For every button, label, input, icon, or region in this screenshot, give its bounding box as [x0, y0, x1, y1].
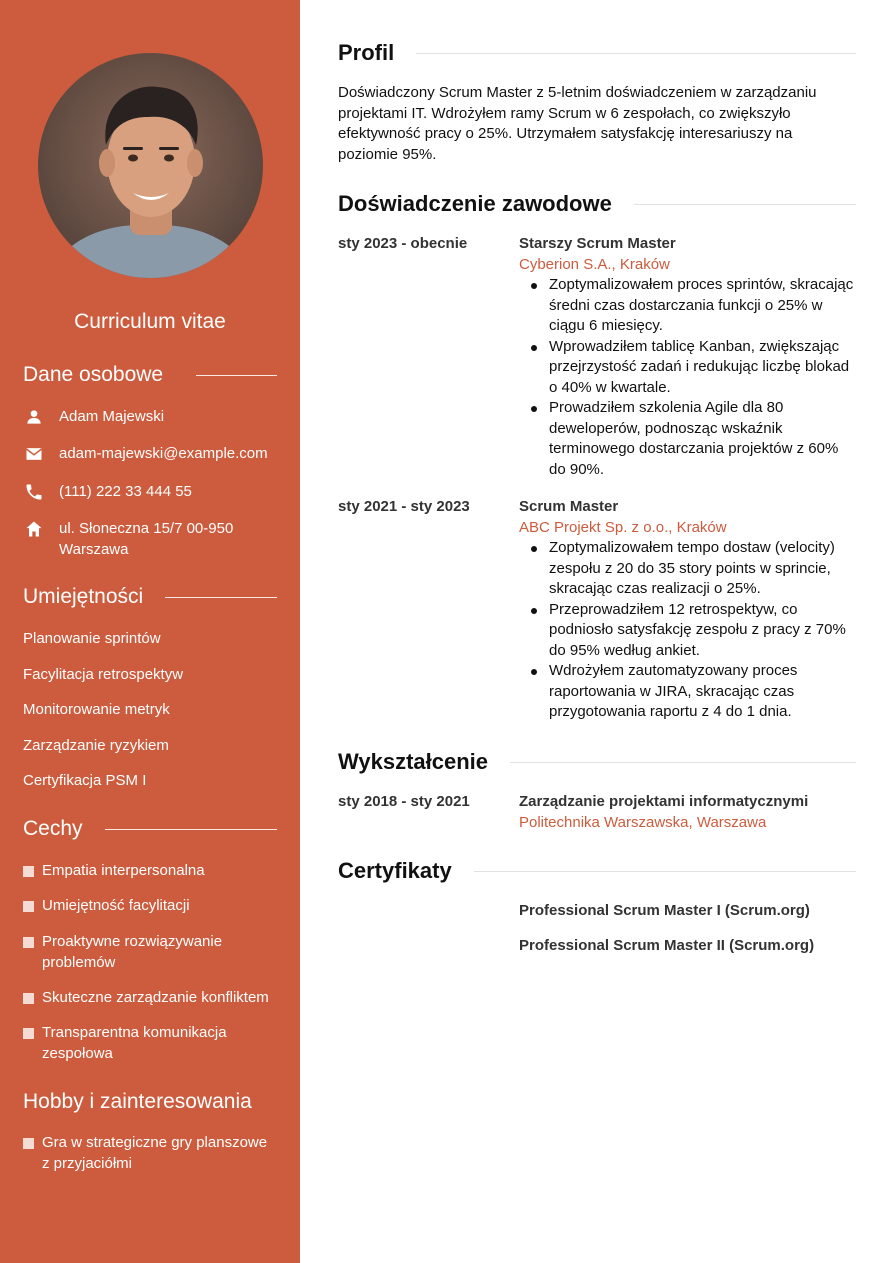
- job-entry: [519, 497, 859, 723]
- trait-item: Empatia interpersonalna: [23, 861, 277, 882]
- contact-email-row: [23, 444, 277, 465]
- personal-heading: Dane osobowe: [23, 363, 277, 387]
- contact-name: Adam Majewski: [59, 408, 165, 425]
- personal-section: [23, 363, 277, 387]
- education-date: sty 2018 - sty 2021: [338, 793, 470, 810]
- job-title: Starszy Scrum Master: [519, 235, 676, 252]
- skills-heading: Umiejętności: [23, 585, 277, 609]
- person-icon: [23, 407, 45, 427]
- phone-icon: [23, 482, 45, 502]
- experience-heading: Doświadczenie zawodowe: [338, 191, 856, 217]
- square-bullet-icon: [23, 1028, 34, 1039]
- square-bullet-icon: [23, 1138, 34, 1149]
- job-bullet: Zoptymalizowałem tempo dostaw (velocity) zespołu z 20 do 35 story points w sprincie, skracając czas realizacji o 25%.: [519, 538, 859, 600]
- profile-photo: [38, 53, 263, 278]
- certificate-item: Professional Scrum Master II (Scrum.org): [519, 937, 815, 954]
- skill-item: Facylitacja retrospektyw: [23, 666, 184, 683]
- traits-section: [23, 817, 277, 841]
- job-bullet: Prowadziłem szkolenia Agile dla 80 deweloperów, podnosząc wskaźnik terminowego dostarczania projektów z 60% do 90%.: [519, 398, 859, 480]
- skill-item: Planowanie sprintów: [23, 630, 161, 647]
- home-icon: [23, 519, 45, 539]
- contact-name-row: [23, 407, 277, 428]
- job-bullets: [519, 275, 859, 480]
- trait-item: Transparentna komunikacja zespołowa: [23, 1023, 277, 1064]
- job-bullet: Przeprowadziłem 12 retrospektyw, co podniosło satysfakcję zespołu z pracy z 70% do 95% według ankiet.: [519, 600, 859, 662]
- job-date: sty 2023 - obecnie: [338, 235, 468, 252]
- contact-phone[interactable]: (111) 222 33 444 55: [59, 483, 192, 500]
- job-company: Cyberion S.A., Kraków: [519, 255, 670, 273]
- trait-item: Umiejętność facylitacji: [23, 896, 277, 917]
- cv-title: Curriculum vitae: [74, 310, 226, 333]
- hobbies-section: [23, 1090, 277, 1114]
- contact-address: ul. Słoneczna 15/7 00-950 Warszawa: [59, 520, 234, 558]
- profile-heading: Profil: [338, 40, 856, 66]
- trait-item: Proaktywne rozwiązywanie problemów: [23, 932, 277, 973]
- education-entry: [519, 792, 859, 833]
- skill-item: Monitorowanie metryk: [23, 701, 170, 718]
- contact-phone-row: [23, 482, 277, 503]
- job-bullets: [519, 538, 859, 723]
- skills-section: [23, 585, 277, 609]
- square-bullet-icon: [23, 866, 34, 877]
- mail-icon: [23, 444, 45, 464]
- hobby-item: Gra w strategiczne gry planszowe z przyjaciółmi: [23, 1133, 277, 1174]
- square-bullet-icon: [23, 993, 34, 1004]
- hobbies-heading: Hobby i zainteresowania: [23, 1090, 252, 1113]
- skill-item: Zarządzanie ryzykiem: [23, 737, 169, 754]
- contact-address-row: [23, 519, 277, 560]
- skill-item: Certyfikacja PSM I: [23, 772, 147, 789]
- trait-item: Skuteczne zarządzanie konfliktem: [23, 988, 277, 1009]
- education-heading: Wykształcenie: [338, 749, 856, 775]
- sidebar: [0, 0, 300, 1263]
- job-company: ABC Projekt Sp. z o.o., Kraków: [519, 518, 727, 536]
- job-title: Scrum Master: [519, 498, 619, 515]
- job-date: sty 2021 - sty 2023: [338, 498, 470, 515]
- square-bullet-icon: [23, 937, 34, 948]
- traits-heading: Cechy: [23, 817, 277, 841]
- job-bullet: Wprowadziłem tablicę Kanban, zwiększając przejrzystość zadań i redukując liczbę blokad o 40% w kwartale.: [519, 337, 859, 399]
- job-bullet: Wdrożyłem zautomatyzowany proces raportowania w JIRA, skracając czas przygotowania raportu z 4 do 1 dnia.: [519, 661, 859, 723]
- certificates-heading: Certyfikaty: [338, 858, 856, 884]
- profile-text: Doświadczony Scrum Master z 5-letnim doświadczeniem w zarządzaniu projektami IT. Wdrożyłem ramy Scrum w 6 zespołach, co zwiększyło efektywność pracy o 25%. Utrzymałem satysfakcję interesariuszy na poziomie 95%.: [338, 84, 817, 164]
- job-bullet: Zoptymalizowałem proces sprintów, skracając średni czas dostarczania funkcji o 25% w ciągu 6 miesięcy.: [519, 275, 859, 337]
- education-title: Zarządzanie projektami informatycznymi: [519, 793, 809, 810]
- square-bullet-icon: [23, 901, 34, 912]
- contact-email[interactable]: adam-majewski@example.com: [59, 445, 268, 462]
- education-school: Politechnika Warszawska, Warszawa: [519, 813, 767, 831]
- job-entry: [519, 234, 859, 480]
- certificate-item: Professional Scrum Master I (Scrum.org): [519, 902, 810, 919]
